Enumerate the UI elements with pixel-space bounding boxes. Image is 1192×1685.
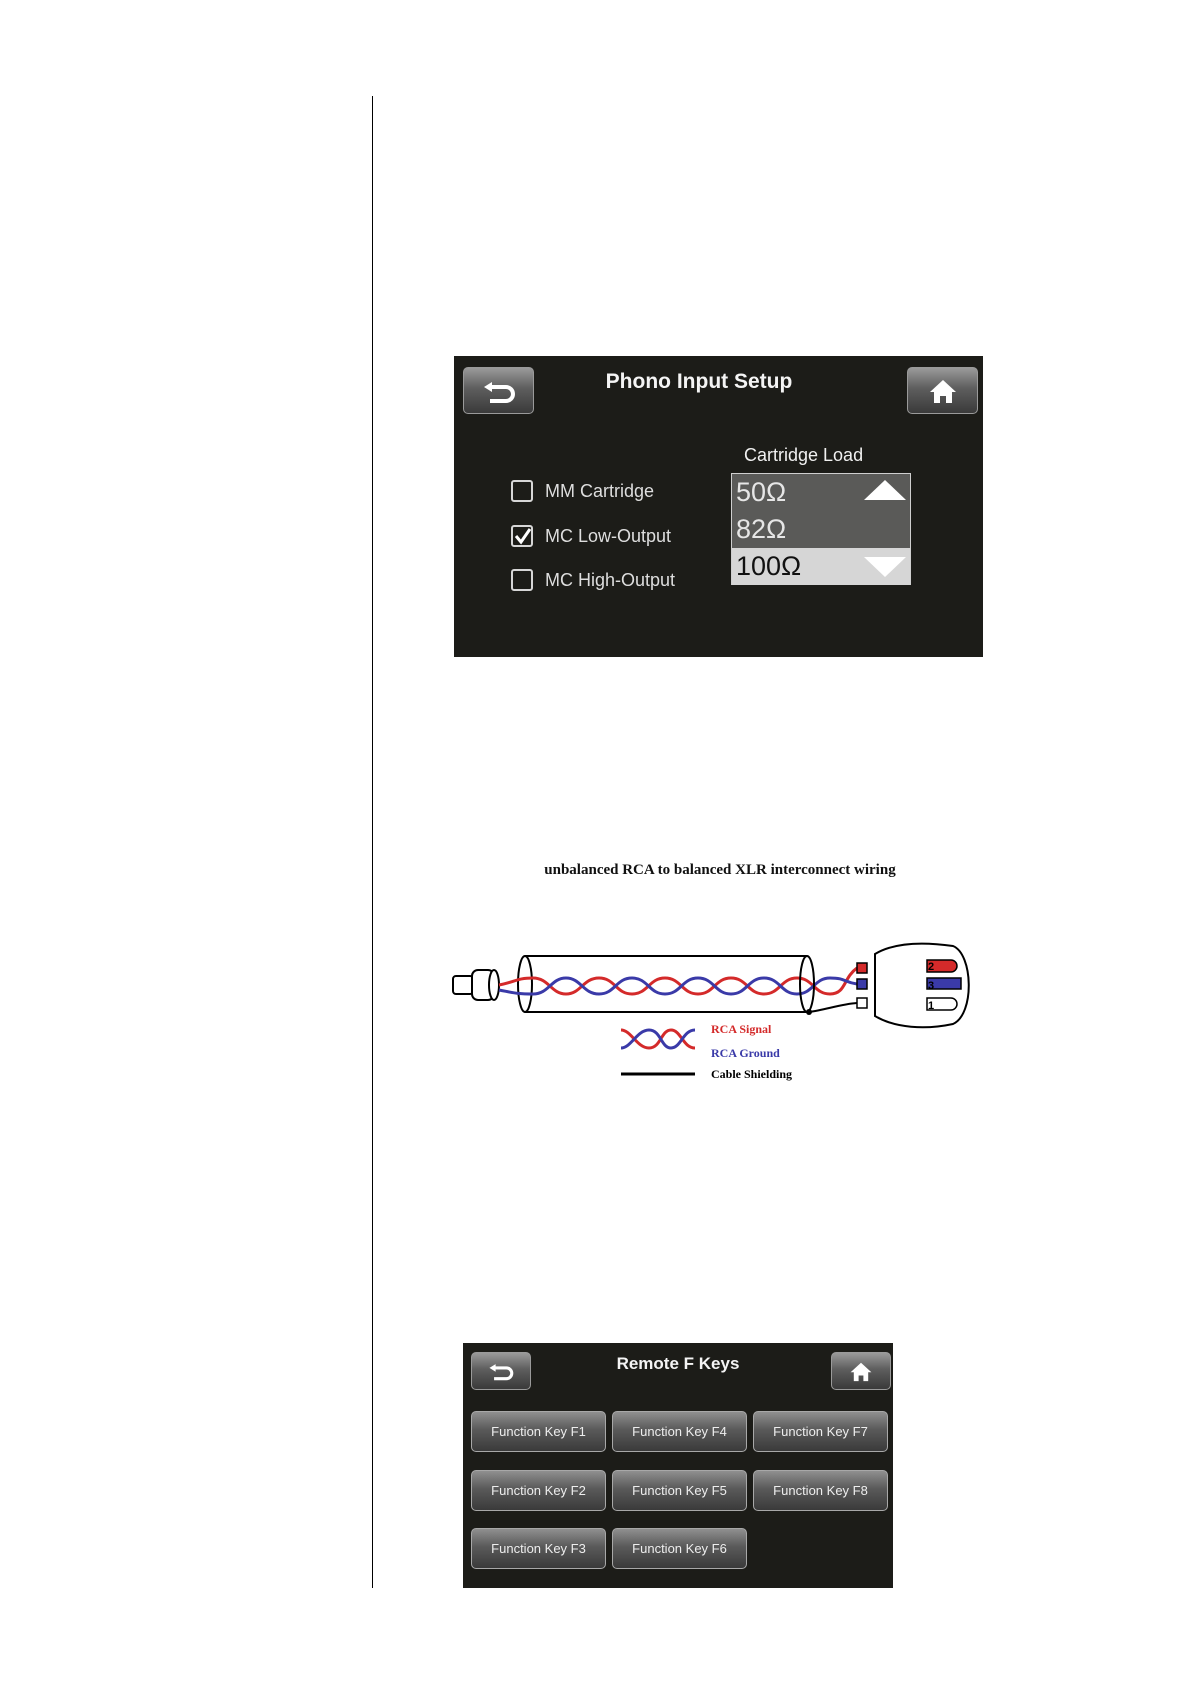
checkbox-mc-low-output[interactable]	[511, 525, 533, 547]
legend-signal: RCA Signal	[711, 1022, 772, 1036]
scroll-up-icon[interactable]	[862, 478, 908, 502]
home-button[interactable]	[831, 1352, 891, 1390]
option-mm-cartridge[interactable]	[511, 480, 654, 502]
function-key-f2[interactable]: Function Key F2	[471, 1470, 606, 1511]
function-key-f8[interactable]: Function Key F8	[753, 1470, 888, 1511]
scroll-down-icon[interactable]	[862, 555, 908, 579]
option-label: MC High-Output	[545, 569, 676, 590]
option-label: MM Cartridge	[545, 480, 655, 501]
margin-rule	[372, 96, 373, 1588]
remote-f-keys-screen	[463, 1343, 893, 1588]
load-option-100[interactable]: 100Ω	[732, 548, 910, 585]
home-button[interactable]	[907, 367, 978, 414]
legend-shielding: Cable Shielding	[711, 1067, 793, 1081]
screen-title: Phono Input Setup	[605, 370, 793, 393]
wiring-diagram	[445, 854, 995, 1084]
cartridge-load-list[interactable]	[731, 473, 911, 585]
back-button[interactable]	[463, 367, 534, 414]
home-icon	[928, 378, 958, 404]
function-key-f7[interactable]: Function Key F7	[753, 1411, 888, 1452]
function-key-f4[interactable]: Function Key F4	[612, 1411, 747, 1452]
back-arrow-icon	[486, 1361, 516, 1381]
screen-title: Remote F Keys	[616, 1354, 740, 1373]
back-arrow-icon	[480, 378, 518, 404]
home-icon	[849, 1361, 873, 1382]
load-option-50[interactable]: 50Ω	[736, 477, 787, 507]
legend-ground: RCA Ground	[711, 1046, 780, 1060]
cartridge-load-title: Cartridge Load	[744, 445, 864, 465]
option-label: MC Low-Output	[545, 525, 672, 546]
back-button[interactable]	[471, 1352, 531, 1390]
function-key-f5[interactable]: Function Key F5	[612, 1470, 747, 1511]
checkmark-icon	[514, 527, 532, 545]
function-key-f3[interactable]: Function Key F3	[471, 1528, 606, 1569]
pin-label-2: 2	[928, 961, 935, 973]
function-key-f6[interactable]: Function Key F6	[612, 1528, 747, 1569]
diagram-title: unbalanced RCA to balanced XLR interconnect wiring	[544, 862, 896, 878]
option-mc-high-output[interactable]	[511, 569, 675, 591]
checkbox-mm-cartridge[interactable]	[511, 480, 533, 502]
option-mc-low-output[interactable]	[511, 525, 671, 547]
legend-swatches	[619, 1024, 709, 1084]
load-option-82[interactable]: 82Ω	[736, 514, 787, 544]
pin-label-1: 1	[928, 1000, 935, 1012]
function-key-f1[interactable]: Function Key F1	[471, 1411, 606, 1452]
phono-input-setup-screen	[454, 356, 983, 657]
pin-label-3: 3	[928, 980, 935, 992]
checkbox-mc-high-output[interactable]	[511, 569, 533, 591]
